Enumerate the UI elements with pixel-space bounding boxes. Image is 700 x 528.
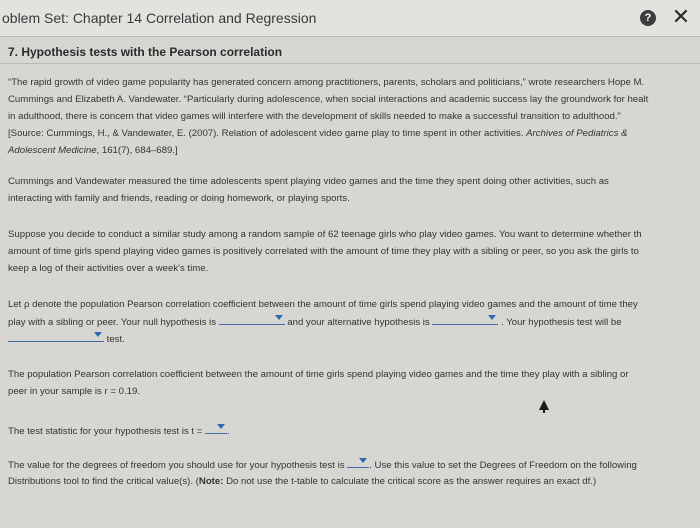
source-line <box>8 142 700 159</box>
test-statistic-label: The test statistic for your hypothesis test is t = <box>8 426 203 437</box>
paragraph-line: peer in your sample is r = 0.19. <box>8 386 140 397</box>
paragraph-line: The population Pearson correlation coefficient between the amount of time girls spend playing video games and the time they play with a sibling or <box>8 369 629 380</box>
sample-paragraph <box>8 366 700 400</box>
note-label: Note: <box>198 476 224 487</box>
mouse-cursor-icon <box>539 400 549 410</box>
title-bar <box>0 0 700 36</box>
close-icon[interactable]: ✕ <box>671 4 691 29</box>
paragraph-line <box>8 422 700 439</box>
paragraph-line: amount of time girls spend playing video games is positively correlated with the amount of time they play with a sibling or peer, so you ask the girls to <box>8 246 639 257</box>
df-followup: . Use this value to set the Degrees of Freedom on the following <box>369 460 637 471</box>
question-heading: 7. Hypothesis tests with the Pearson correlation <box>8 45 283 59</box>
study-paragraph <box>8 226 700 277</box>
test-type-label: . Your hypothesis test will be <box>501 317 622 328</box>
help-icon[interactable]: ? <box>640 10 656 26</box>
source-citation: , 161(7), 684–689.] <box>96 145 178 156</box>
df-paragraph <box>8 456 700 490</box>
quote-paragraph <box>8 74 700 159</box>
null-hypothesis-dropdown[interactable] <box>219 313 285 325</box>
test-suffix: test. <box>106 334 125 345</box>
header-divider <box>0 36 700 37</box>
chevron-down-icon <box>275 315 283 320</box>
chevron-down-icon <box>217 424 225 429</box>
quote-line: in adulthood, there is concern that video games will interfere with the development of skills needed to make a successful transition to adulthood.” <box>8 111 621 122</box>
paragraph-line <box>8 473 700 490</box>
paragraph-line: keep a log of their activities over a week's time. <box>8 263 209 274</box>
paragraph-line: Suppose you decide to conduct a similar study among a random sample of 62 teenage girls who play video games. You want to determine whether th <box>8 229 642 240</box>
context-paragraph <box>8 173 700 207</box>
journal-title: Archives of Pediatrics & <box>526 128 628 139</box>
paragraph-line <box>8 456 700 473</box>
test-type-dropdown[interactable] <box>8 330 104 342</box>
alt-hypothesis-dropdown[interactable] <box>432 313 498 325</box>
hypothesis-paragraph <box>8 296 700 347</box>
heading-divider <box>0 63 700 64</box>
note-text: Do not use the t-table to calculate the critical score as the answer requires an exact df.) <box>223 476 597 487</box>
chevron-down-icon <box>94 332 102 337</box>
paragraph-line: Cummings and Vandewater measured the time adolescents spent playing video games and the time they spent doing other activities, such as <box>8 176 609 187</box>
test-statistic-paragraph <box>8 422 700 439</box>
df-label: The value for the degrees of freedom you should use for your hypothesis test is <box>8 460 345 471</box>
paragraph-line <box>8 330 700 347</box>
chevron-down-icon <box>488 315 496 320</box>
distributions-text: Distributions tool to find the critical value(s). ( <box>8 476 199 487</box>
test-statistic-dropdown[interactable] <box>205 422 227 434</box>
source-text: [Source: Cummings, H., & Vandewater, E. (2007). Relation of adolescent video game play to time spent in other activities. <box>8 128 527 139</box>
quote-line: “The rapid growth of video game popularity has generated concern among practitioners, parents, scholars and politicians,” wrote researchers Hope M. <box>8 77 645 88</box>
journal-title-cont: Adolescent Medicine <box>8 145 97 156</box>
page-title: oblem Set: Chapter 14 Correlation and Regression <box>2 10 317 26</box>
paragraph-line: interacting with family and friends, reading or doing homework, or playing sports. <box>8 193 350 204</box>
paragraph-line <box>8 313 700 330</box>
chevron-down-icon <box>359 458 367 463</box>
period: . <box>227 426 230 437</box>
source-line <box>8 125 700 142</box>
null-hypothesis-label: play with a sibling or peer. Your null hypothesis is <box>8 317 216 328</box>
quote-line: Cummings and Elizabeth A. Vandewater. “Particularly during adolescence, when social interactions and academic success lay the groundwork for healt <box>8 94 649 105</box>
paragraph-line: Let ρ denote the population Pearson correlation coefficient between the amount of time girls spend playing video games and the amount of time they <box>8 299 638 310</box>
alt-hypothesis-label: and your alternative hypothesis is <box>287 317 430 328</box>
degrees-of-freedom-dropdown[interactable] <box>347 456 369 468</box>
